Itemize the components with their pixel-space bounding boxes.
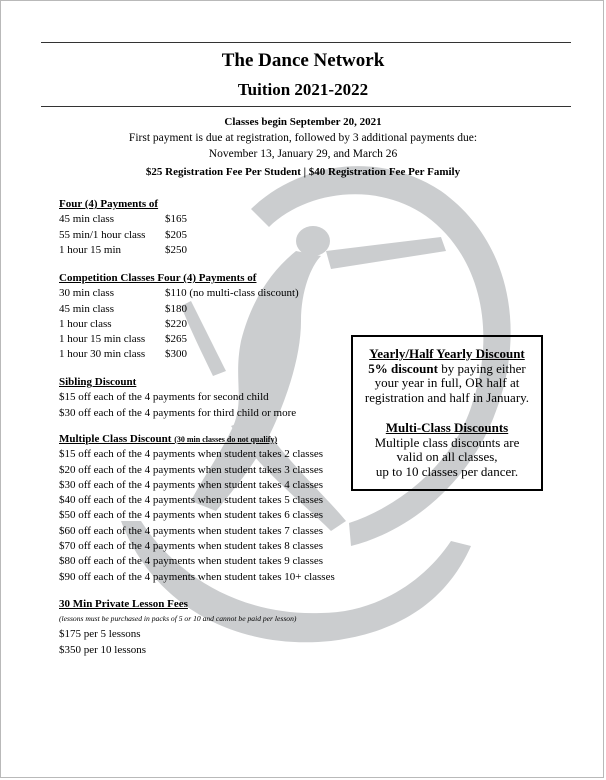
sibling-section [59,375,296,421]
yearly-discount-text: by paying either [437,360,526,376]
discount-line: $40 off each of the 4 payments when student takes 5 classes [59,494,324,507]
price: $180 [165,302,187,315]
competition-section [59,271,299,363]
class-length: 1 hour 30 min class [59,348,146,361]
multi-class-discount-heading: Multi-Class Discounts [385,420,509,435]
discount-line: $30 off each of the 4 payments when student takes 4 classes [59,478,324,491]
price-row [59,347,299,362]
price-row [59,302,299,317]
price: $165 [165,213,187,226]
price-row [59,243,187,258]
tuition-title: Tuition 2021-2022 [237,80,369,99]
yearly-discount-heading: Yearly/Half Yearly Discount [369,346,525,361]
classes-begin: Classes begin September 20, 2021 [224,116,382,128]
dancer-head [296,226,330,256]
class-length: 55 min/1 hour class [59,228,146,241]
multiple-class-title: Multiple Class Discount [59,433,172,445]
four-payments-section [59,197,187,258]
multi-class-line-3: up to 10 classes per dancer. [375,463,519,479]
discount-line: $90 off each of the 4 payments when student takes 10+ classes [59,570,335,583]
price: $110 (no multi-class discount) [165,287,299,300]
multiple-class-note: (30 min classes do not qualify) [174,435,278,444]
multi-class-line-1: Multiple class discounts are [374,434,520,450]
yearly-discount-line-2: your year in full, OR half at [374,375,520,390]
payment-line-1: First payment is due at registration, followed by 3 additional payments due: [128,132,478,144]
lesson-pack-line: $175 per 5 lessons [59,628,141,641]
lesson-pack-line: $350 per 10 lessons [59,643,147,656]
registration-fee: $25 Registration Fee Per Student | $40 Registration Fee Per Family [145,166,461,178]
class-length: 30 min class [59,287,114,300]
discount-line: $15 off each of the 4 payments when student takes 2 classes [59,448,324,461]
private-lessons-section [59,597,296,658]
price-row [59,286,299,301]
class-length: 45 min class [59,213,114,226]
middle-rule [41,106,571,107]
yearly-discount-line-3: registration and half in January. [364,389,530,405]
dancer-arm [326,237,446,269]
price-row [59,228,187,243]
price: $250 [165,243,187,256]
payment-line-2: November 13, January 29, and March 26 [208,148,398,160]
private-lessons-note: (lessons must be purchased in packs of 5 or 10 and cannot be paid per lesson) [59,614,297,624]
private-lessons-heading: 30 Min Private Lesson Fees [59,598,188,610]
price: $300 [165,348,187,361]
price-row [59,317,299,332]
discount-line: $50 off each of the 4 payments when student takes 6 classes [59,509,324,522]
multi-class-line-2: valid on all classes, [396,449,498,464]
class-length: 1 hour 15 min class [59,333,146,346]
price: $220 [165,317,187,330]
discount-line: $80 off each of the 4 payments when student takes 9 classes [59,555,324,568]
top-rule [41,42,571,43]
sibling-heading: Sibling Discount [59,376,137,388]
class-length: 45 min class [59,302,114,315]
discount-box [351,335,543,491]
four-payments-heading: Four (4) Payments of [59,198,159,210]
yearly-discount-percent: 5% discount [368,360,438,376]
sibling-line: $15 off each of the 4 payments for second child [59,391,269,404]
competition-heading: Competition Classes Four (4) Payments of [59,272,257,284]
multiple-class-heading [59,432,335,447]
sibling-line: $30 off each of the 4 payments for third child or more [59,406,297,419]
price-row [59,332,299,347]
price-row [59,212,187,227]
school-name: The Dance Network [221,50,385,71]
multiple-class-section [59,432,335,585]
class-length: 1 hour 15 min [59,243,122,256]
discount-line: $20 off each of the 4 payments when student takes 3 classes [59,463,324,476]
yearly-discount-line-1 [353,362,541,377]
discount-line: $60 off each of the 4 payments when student takes 7 classes [59,524,324,537]
price: $205 [165,228,187,241]
discount-line: $70 off each of the 4 payments when student takes 8 classes [59,540,324,553]
price: $265 [165,333,187,346]
class-length: 1 hour class [59,317,112,330]
